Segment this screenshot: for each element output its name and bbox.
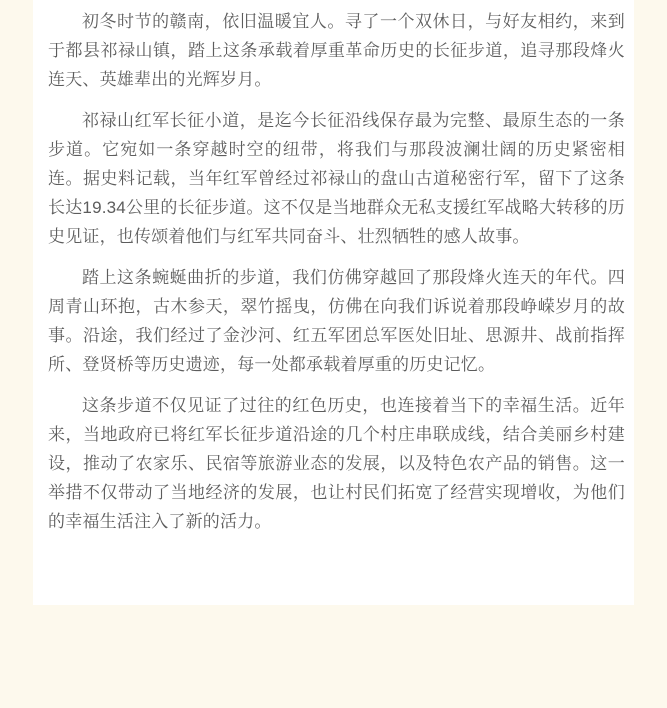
article-paragraph: 祁禄山红军长征小道，是迄今长征沿线保存最为完整、最原生态的一条步道。它宛如一条穿越时空的纽带，将我们与那段波澜壮阔的历史紧密相连。据史料记载，当年红军曾经过祁禄山的盘山古道秘密行军，留下了这条长达19.34公里的长征步道。这不仅是当地群众无私支援红军战略大转移的历史见证，也传颂着他们与红军共同奋斗、壮烈牺牲的感人故事。 [48, 111, 625, 246]
article-paragraph: 初冬时节的赣南，依旧温暖宜人。寻了一个双休日，与好友相约，来到于都县祁禄山镇，踏上这条承载着厚重革命历史的长征步道，追寻那段烽火连天、英雄辈出的光辉岁月。 [48, 12, 625, 89]
article-paragraph: 踏上这条蜿蜒曲折的步道，我们仿佛穿越回了那段烽火连天的年代。四周青山环抱，古木参天，翠竹摇曳，仿佛在向我们诉说着那段峥嵘岁月的故事。沿途，我们经过了金沙河、红五军团总军医处旧址、思源井、战前指挥所、登贤桥等历史遗迹，每一处都承载着厚重的历史记忆。 [48, 268, 625, 374]
article-card [33, 0, 634, 605]
article-paragraph: 这条步道不仅见证了过往的红色历史，也连接着当下的幸福生活。近年来，当地政府已将红军长征步道沿途的几个村庄串联成线，结合美丽乡村建设，推动了农家乐、民宿等旅游业态的发展，以及特色农产品的销售。这一举措不仅带动了当地经济的发展，也让村民们拓宽了经营实现增收，为他们的幸福生活注入了新的活力。 [48, 396, 625, 531]
